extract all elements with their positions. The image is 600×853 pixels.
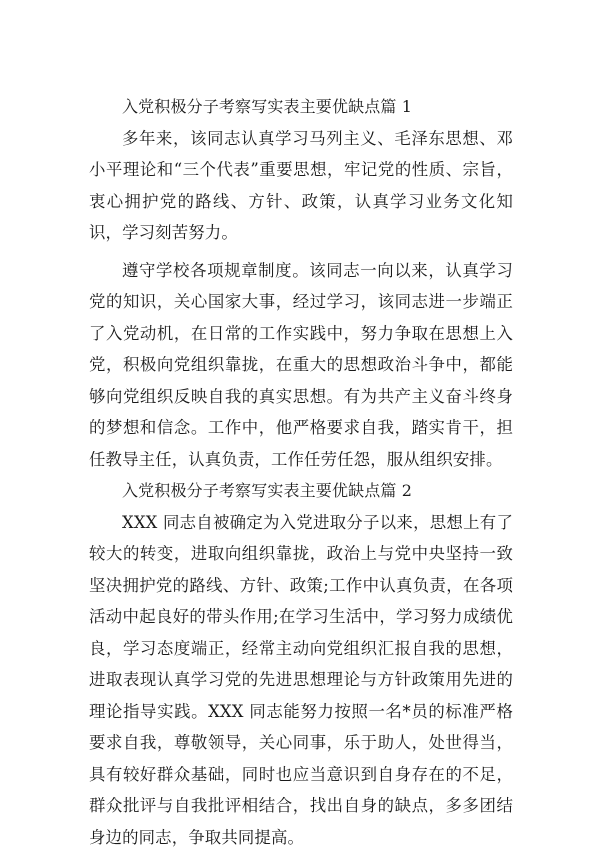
- section-title-2: 入党积极分子考察写实表主要优缺点篇 2: [89, 475, 513, 507]
- document-body: [89, 91, 513, 853]
- section-2-paragraph-1: XXX 同志自被确定为入党进取分子以来，思想上有了较大的转变，进取向组织靠拢，政治上与党中央坚持一致坚决拥护党的路线、方针、政策;工作中认真负责，在各项活动中起良好的带头作用;在学习生活中，学习努力成绩优良，学习态度端正，经常主动向党组织汇报自我的思想，进取表现认真学习党的先进思想理论与方针政策用先进的理论指导实践。XXX 同志能努力按照一名*员的标准严格要求自我，尊敬领导，关心同事，乐于助人，处世得当，具有较好群众基础，同时也应当意识到自身存在的不足，群众批评与自我批评相结合，找出自身的缺点，多多团结身边的同志，争取共同提高。: [89, 507, 513, 853]
- section-1-paragraph-1: 多年来，该同志认真学习马列主义、毛泽东思想、邓小平理论和“三个代表”重要思想，牢记党的性质、宗旨，衷心拥护党的路线、方针、政策，认真学习业务文化知识，学习刻苦努力。: [89, 123, 513, 249]
- section-title-1: 入党积极分子考察写实表主要优缺点篇 1: [89, 91, 513, 123]
- section-1-paragraph-2: 遵守学校各项规章制度。该同志一向以来，认真学习党的知识，关心国家大事，经过学习，该同志进一步端正了入党动机，在日常的工作实践中，努力争取在思想上入党，积极向党组织靠拢，在重大的思想政治斗争中，都能够向党组织反映自我的真实思想。有为共产主义奋斗终身的梦想和信念。工作中，他严格要求自我，踏实肯干，担任教导主任，认真负责，工作任劳任怨，服从组织安排。: [89, 255, 513, 476]
